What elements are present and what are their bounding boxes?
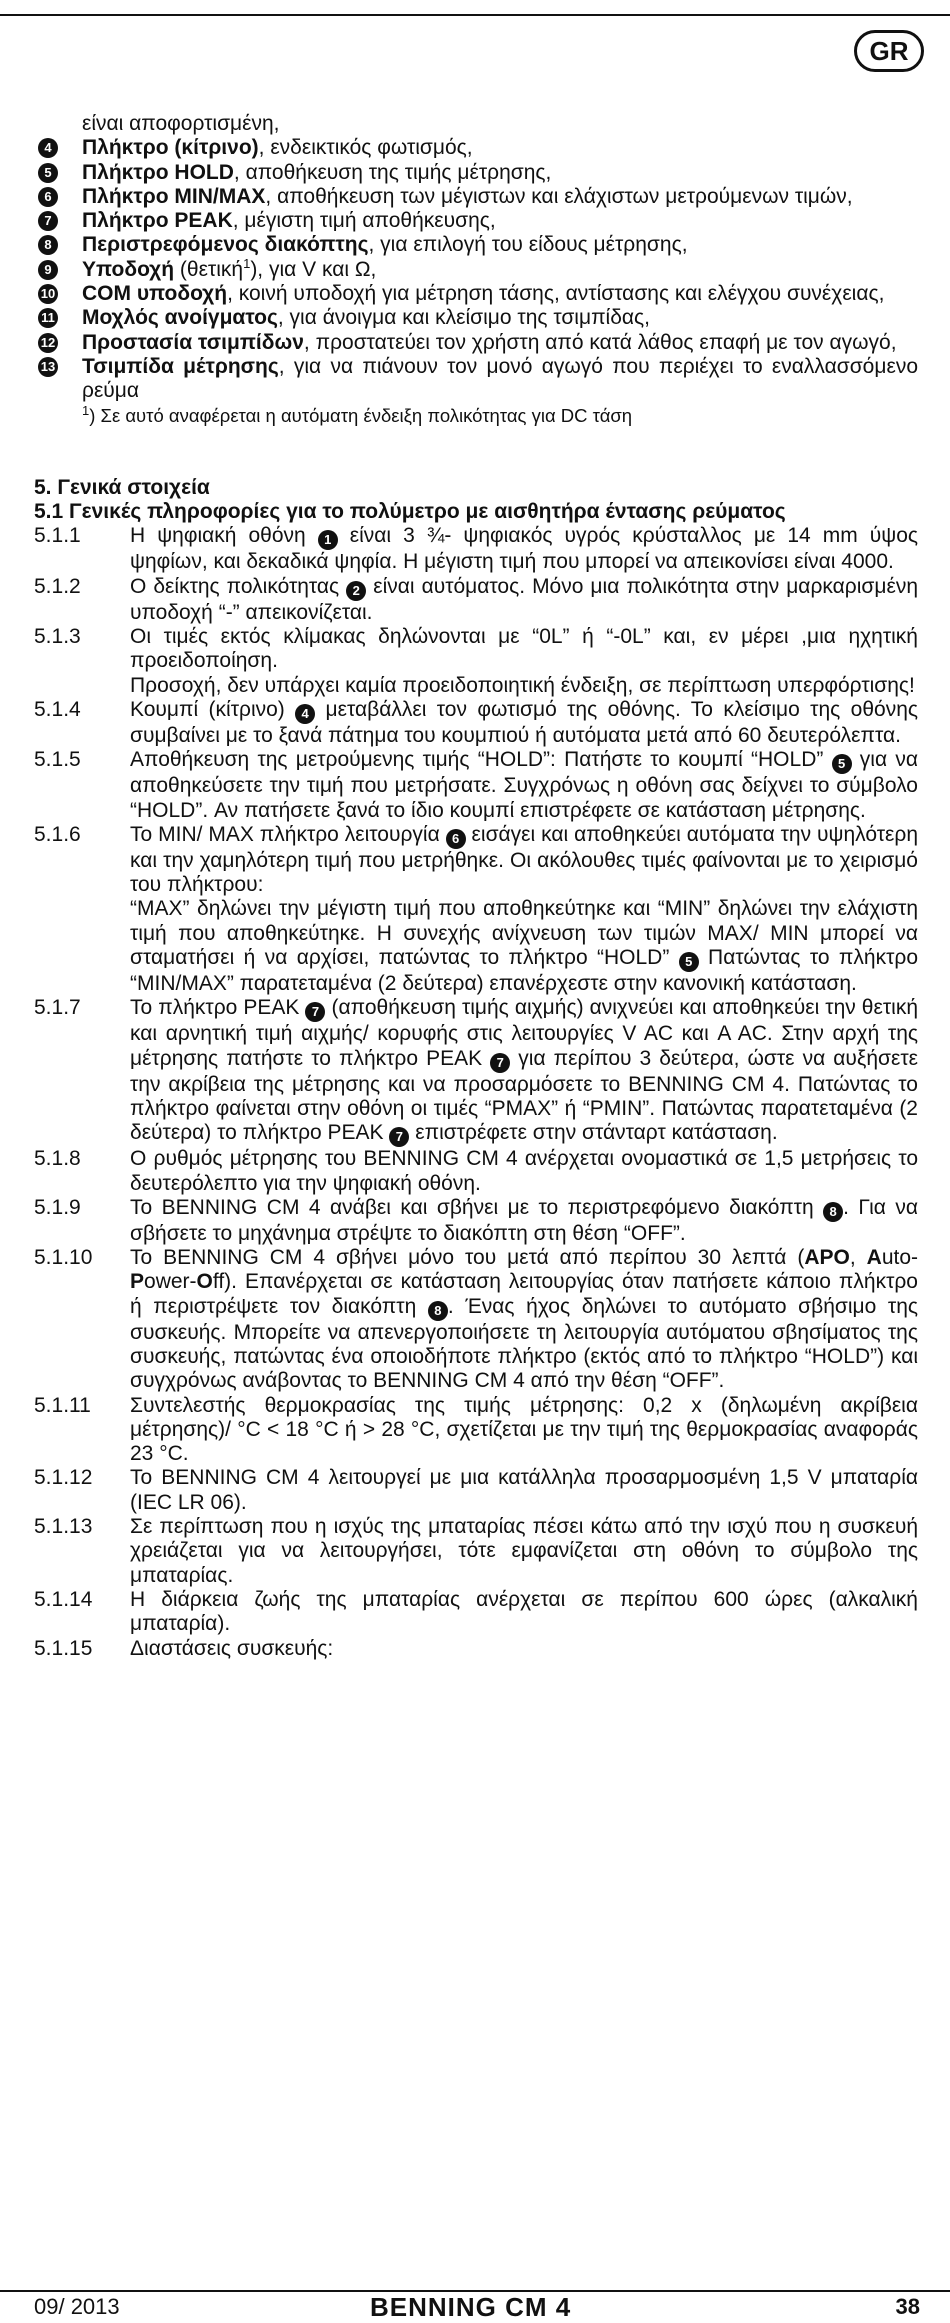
clause-text: Σε περίπτωση που η ισχύς της μπαταρίας πέσει κάτω από την ισχύ που η συσκευή χρειάζεται για να λειτουργήσει, τότε εμφανίζεται στη οθόνη το σύμβολο της μπαταρίας. [130, 1515, 918, 1587]
language-badge: GR [854, 30, 924, 72]
clause-text: Συντελεστής θερμοκρασίας της τιμής μέτρησης: 0,2 x (δηλωμένη ακρίβεια μέτρησης)/ °C < 18 °C ή > 28 °C, σχετίζεται με την τιμή της θερμοκρασίας αναφοράς 23 °C. [130, 1393, 918, 1466]
component-name: Πλήκτρο PEAK [82, 209, 233, 233]
number-bullet-icon: 7 [490, 1053, 510, 1073]
component-item: 10 COM υποδοχή, κοινή υποδοχή για μέτρηση τάσης, αντίστασης και ελέγχου συνέχειας, [34, 282, 918, 306]
number-bullet-icon: 1 [318, 530, 338, 550]
clause-number: 5.1.15 [34, 1636, 93, 1660]
number-bullet-icon: 12 [38, 333, 58, 353]
footer-date: 09/ 2013 [34, 2294, 120, 2319]
clause-text: Η διάρκεια ζωής της μπαταρίας ανέρχεται σε περίπου 600 ώρες (αλκαλική μπαταρία). [130, 1587, 918, 1636]
clause-text: Ο ρυθμός μέτρησης του BENNING CM 4 ανέρχεται ονομαστικά σε 1,5 μετρήσεις το δευτερόλεπτο για την ψηφιακή οθόνη. [130, 1147, 918, 1195]
footer-model: BENNING CM 4 [370, 2292, 572, 2322]
footnote: $^1$) Σε αυτό αναφέρεται η αυτόματη ένδειξη πολικότητας για DC τάση [82, 402, 633, 426]
clause-text: Η ψηφιακή οθόνη 1 είναι 3 ¾- ψηφιακός υγρός κρύσταλλος με 14 mm ύψος ψηφίων, και δεκαδικά ψηφία. Η μέγιστη τιμή που μπορεί να απεικονίσει είναι 4000. [130, 524, 918, 574]
clause-number: 5.1.10 [34, 1246, 93, 1270]
clause-list [34, 524, 918, 1660]
clause-number: 5.1.12 [34, 1466, 93, 1490]
clause-text: Το πλήκτρο PEAK 7 (αποθήκευση τιμής αιχμής) ανιχνεύει και αποθηκεύει την θετική και αρνητική τιμή αιχμής/ κορυφής στις λειτουργίες V AC και A AC. Στην αρχή της μέτρησης πατήστε το πλήκτρο PEAK 7 για περίπου 3 δεύτερα, ώστε να αυξήσετε την ακρίβεια της μέτρησης και να προσαρμόσετε το BENNING CM 4. Πατώντας το πλήκτρο φαίνεται στην οθόνη οι τιμές “PMAX” ή “PMIN”. Πατώντας παρατεταμένα (2 δεύτερα) το πλήκτρο PEAK 7 επιστρέφετε στην στάνταρτ κατάσταση. [130, 996, 918, 1147]
clause-number: 5.1.3 [34, 625, 81, 649]
number-bullet-icon: 8 [38, 235, 58, 255]
number-bullet-icon: 6 [446, 829, 466, 849]
component-name: Μοχλός ανοίγματος [82, 306, 278, 330]
clause-text: Το BENNING CM 4 ανάβει και σβήνει με το περιστρεφόμενο διακόπτη 8 . Για να σβήσετε το μηχάνημα στρέψτε το διακόπτη στη θέση “OFF”. [130, 1195, 918, 1245]
component-name: Τσιμπίδα μέτρησης [82, 354, 279, 378]
component-item: 13 Τσιμπίδα μέτρησης, για να πιάνουν τον μονό αγωγό που περιέχει το εναλλασσόμενο ρεύμα [34, 355, 918, 404]
component-item: 6 Πλήκτρο MIN/MAX, αποθήκευση των μέγιστων και ελάχιστων μετρούμενων τιμών, [34, 185, 918, 209]
number-bullet-icon: 10 [38, 284, 58, 304]
number-bullet-icon: 8 [428, 1301, 448, 1321]
clause-number: 5.1.13 [34, 1515, 93, 1539]
number-bullet-icon: 5 [38, 163, 58, 183]
intro-continuation: είναι αποφορτισμένη, [82, 112, 280, 135]
clause-number: 5.1.6 [34, 822, 81, 846]
clause [34, 1588, 918, 1637]
top-rule [0, 14, 950, 16]
number-bullet-icon: 11 [38, 308, 58, 328]
component-item: 8 Περιστρεφόμενος διακόπτης, για επιλογή του είδους μέτρησης, [34, 233, 918, 257]
page-content [34, 112, 918, 1661]
component-name: Πλήκτρο MIN/MAX [82, 184, 266, 208]
component-item: 5 Πλήκτρο HOLD, αποθήκευση της τιμής μέτρησης, [34, 161, 918, 185]
clause [34, 748, 918, 823]
clause [34, 996, 918, 1147]
clause-text: Αποθήκευση της μετρούμενης τιμής “HOLD”: Πατήστε το κουμπί “HOLD” 5 για να αποθηκεύσετε την τιμή που μετρήσατε. Συγχρόνως η οθόνη σας δείχνει το σύμβολο “HOLD”. Αν πατήσετε ξανά το ίδιο κουμπί επιστρέφετε σε κατάσταση μέτρησης. [130, 748, 918, 822]
component-name: Πλήκτρο (κίτρινο) [82, 136, 259, 160]
clause-text: Διαστάσεις συσκευής: [130, 1636, 334, 1660]
section-subtitle: 5.1 Γενικές πληροφορίες για το πολύμετρο με αισθητήρα έντασης ρεύματος [34, 500, 786, 524]
clause-number: 5.1.7 [34, 996, 81, 1020]
page-number: 38 [895, 2294, 920, 2319]
component-name: Πλήκτρο HOLD [82, 160, 234, 184]
number-bullet-icon: 5 [832, 754, 852, 774]
clause [34, 1394, 918, 1467]
clause [34, 1246, 918, 1393]
component-list [34, 136, 918, 403]
clause [34, 575, 918, 625]
number-bullet-icon: 13 [38, 357, 58, 377]
clause-text: Το BENNING CM 4 σβήνει μόνο του μετά από περίπου 30 λεπτά (APO, Auto-Power-Off). Επανέρχεται σε κατάσταση λειτουργίας όταν πατήσετε κάποιο πλήκτρο ή περιστρέψετε τον διακόπτη 8 . Ένας ήχος δηλώνει το αυτόματο σβήσιμο της συσκευής. Μπορείτε να απενεργοποιήσετε τη λειτουργία αυτόματου σβησίματος της συσκευής, πατώντας ένα οποιοδήποτε πλήκτρο (εκτός από το πλήκτρο “HOLD”) και συγχρόνως ανάβοντας το BENNING CM 4 από την θέση “OFF”. [130, 1246, 919, 1393]
clause-text: Οι τιμές εκτός κλίμακας δηλώνονται με “0L” ή “-0L” και, εν μέρει ,μια ηχητική προειδοποίηση. Προσοχή, δεν υπάρχει καμία προειδοποιητική ένδειξη, σε περίπτωση υπερφόρτισης! [130, 625, 918, 697]
clause [34, 1196, 918, 1246]
clause [34, 1147, 918, 1196]
clause-number: 5.1.14 [34, 1587, 93, 1611]
number-bullet-icon: 4 [38, 138, 58, 158]
clause-number: 5.1.4 [34, 697, 81, 721]
clause-number: 5.1.2 [34, 574, 81, 598]
section-title: 5. Γενικά στοιχεία [34, 475, 210, 499]
component-item: 12 Προστασία τσιμπίδων, προστατεύει τον χρήστη από κατά λάθος επαφή με τον αγωγό, [34, 331, 918, 355]
component-item: 7 Πλήκτρο PEAK, μέγιστη τιμή αποθήκευσης, [34, 209, 918, 233]
clause-number: 5.1.8 [34, 1147, 81, 1171]
component-name: Υποδοχή [82, 257, 175, 281]
clause-number: 5.1.1 [34, 524, 81, 548]
number-bullet-icon: 5 [679, 952, 699, 972]
component-item: 11 Μοχλός ανοίγματος, για άνοιγμα και κλείσιμο της τσιμπίδας, [34, 306, 918, 330]
component-item: 9 Υποδοχή (θετική$^1$), για V και Ω, [34, 258, 918, 282]
clause-text: Το BENNING CM 4 λειτουργεί με μια κατάλληλα προσαρμοσμένη 1,5 V μπαταρία (IEC LR 06). [130, 1466, 918, 1514]
number-bullet-icon: 9 [38, 260, 58, 280]
clause [34, 823, 918, 996]
number-bullet-icon: 8 [823, 1202, 843, 1222]
component-name: Περιστρεφόμενος διακόπτης [82, 233, 369, 257]
clause-text: Κουμπί (κίτρινο) 4 μεταβάλλει τον φωτισμό της οθόνης. Το κλείσιμο της οθόνης συμβαίνει με το ξανά πάτημα του κουμπιού ή αυτόματα μετά από 60 δευτερόλεπτα. [130, 697, 918, 747]
clause-text: Ο δείκτης πολικότητας 2 είναι αυτόματος. Μόνο μια πολικότητα στην μαρκαρισμένη υποδοχή “-” απεικονίζεται. [130, 574, 918, 624]
component-item: 4 Πλήκτρο (κίτρινο), ενδεικτικός φωτισμός, [34, 136, 918, 160]
number-bullet-icon: 4 [295, 704, 315, 724]
clause-text: Το MIN/ MAX πλήκτρο λειτουργία 6 εισάγει και αποθηκεύει αυτόματα την υψηλότερη και την χαμηλότερη τιμή που μετρήθηκε. Οι ακόλουθες τιμές φαίνονται με το χειρισμό του πλήκτρου: “MAX” δηλώνει την μέγιστη τιμή που αποθηκεύτηκε και “MIN” δηλώνει την ελάχιστη τιμή που αποθηκεύτηκε. Η συνεχής ανίχνευση των τιμών MAX/ MIN μπορεί να σταματήσει ή να αρχίσει, πατώντας το πλήκτρο “HOLD” 5 Πατώντας το πλήκτρο “MIN/MAX” παρατεταμένα (2 δεύτερα) επανέρχεστε στην κανονική κατάσταση. [130, 822, 918, 996]
clause [34, 524, 918, 574]
clause [34, 698, 918, 748]
number-bullet-icon: 7 [38, 211, 58, 231]
clause [34, 1515, 918, 1588]
clause-number: 5.1.9 [34, 1195, 81, 1219]
number-bullet-icon: 7 [389, 1127, 409, 1147]
clause [34, 1466, 918, 1515]
clause [34, 625, 918, 698]
number-bullet-icon: 6 [38, 187, 58, 207]
clause-number: 5.1.5 [34, 748, 81, 772]
clause [34, 1637, 918, 1661]
clause-number: 5.1.11 [34, 1393, 91, 1417]
number-bullet-icon: 7 [305, 1002, 325, 1022]
component-name: COM υποδοχή [82, 282, 228, 306]
number-bullet-icon: 2 [346, 581, 366, 601]
component-name: Προστασία τσιμπίδων [82, 330, 304, 354]
